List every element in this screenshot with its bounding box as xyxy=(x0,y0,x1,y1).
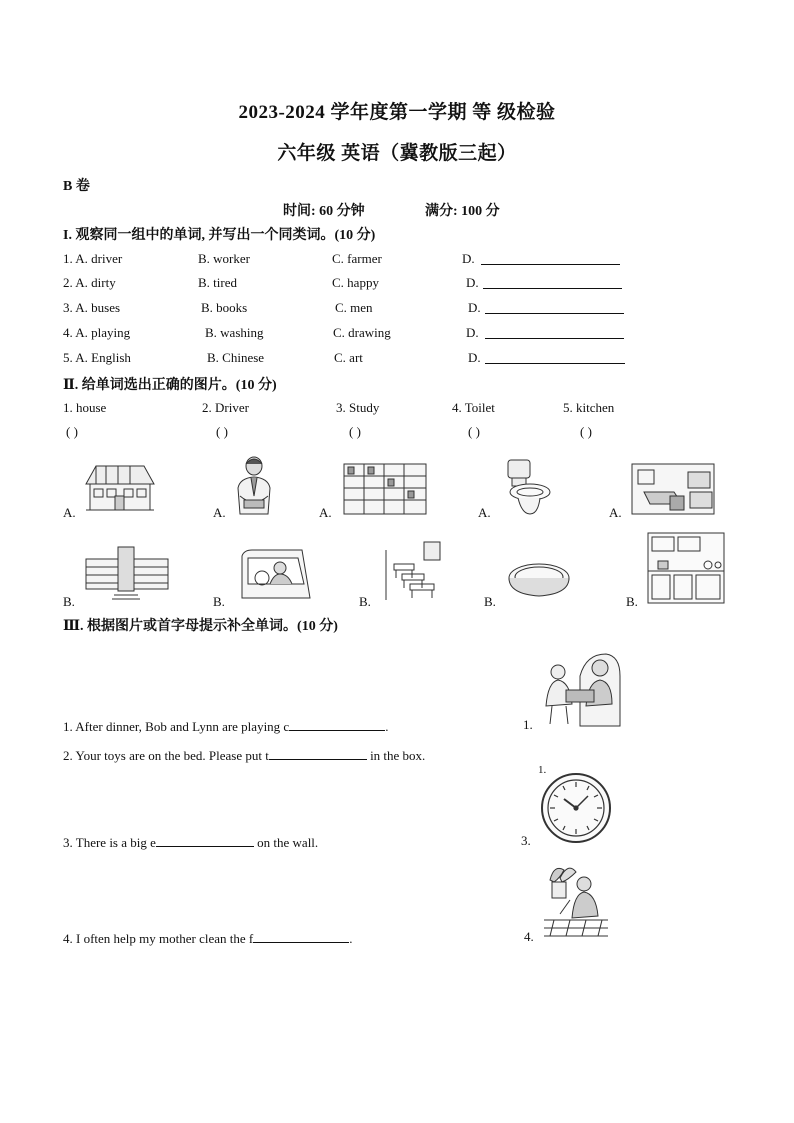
question-3-end: on the wall. xyxy=(253,835,319,850)
school-building-picture xyxy=(84,545,170,603)
question-3-text: 3. There is a big e xyxy=(63,835,156,850)
question-4-text: 4. I often help my mother clean the f xyxy=(63,931,254,946)
plate-picture xyxy=(506,560,572,600)
playing-picture xyxy=(536,646,624,730)
supermarket-picture xyxy=(342,462,428,516)
question-4-end: . xyxy=(349,931,353,946)
choice-label: A. xyxy=(478,505,491,520)
word-kitchen: 5. kitchen xyxy=(563,400,615,415)
question-1-end: . xyxy=(385,719,389,734)
kitchen-picture xyxy=(646,531,726,605)
answer-blank[interactable] xyxy=(289,717,385,731)
score-info: 满分: 100 分 xyxy=(425,204,500,219)
answer-paren[interactable]: ( ) xyxy=(349,424,361,439)
living-room-picture xyxy=(630,462,716,516)
choice-label: B. xyxy=(63,594,75,609)
picture-number-1: 1. xyxy=(523,717,533,732)
option-b: B. worker xyxy=(198,251,250,266)
answer-blank[interactable] xyxy=(485,313,624,314)
question-2 xyxy=(63,746,425,764)
section3-heading: Ⅲ. 根据图片或首字母提示补全单词。(10 分) xyxy=(63,619,338,634)
clock-picture xyxy=(538,770,614,846)
option-b: B. books xyxy=(201,300,248,315)
time-info: 时间: 60 分钟 xyxy=(283,204,365,219)
question-1 xyxy=(63,717,388,735)
paper-label: B 卷 xyxy=(63,179,90,194)
section2-heading: Ⅱ. 给单词选出正确的图片。(10 分) xyxy=(63,378,277,393)
choice-label: A. xyxy=(213,505,226,520)
answer-blank[interactable] xyxy=(156,833,254,847)
classroom-desks-picture xyxy=(380,540,446,604)
answer-blank[interactable] xyxy=(481,264,620,265)
picture-number-3: 3. xyxy=(521,833,531,848)
option-a: 2. A. dirty xyxy=(63,275,116,290)
choice-label: B. xyxy=(213,594,225,609)
option-a: 1. A. driver xyxy=(63,251,123,266)
option-d: D. xyxy=(468,350,481,365)
answer-blank[interactable] xyxy=(483,288,622,289)
question-2-text: 2. Your toys are on the bed. Please put t xyxy=(63,748,269,763)
section1-heading: I. 观察同一组中的单词, 并写出一个同类词。(10 分) xyxy=(63,228,376,243)
word-house: 1. house xyxy=(63,400,107,415)
question-1-text: 1. After dinner, Bob and Lynn are playing c xyxy=(63,719,290,734)
question-2-end: in the box. xyxy=(366,748,426,763)
answer-blank[interactable] xyxy=(269,746,367,760)
answer-paren[interactable]: ( ) xyxy=(468,424,480,439)
worker-picture xyxy=(230,456,278,516)
choice-label: A. xyxy=(609,505,622,520)
answer-paren[interactable]: ( ) xyxy=(66,424,78,439)
option-d: D. xyxy=(468,300,481,315)
option-c: C. farmer xyxy=(332,251,382,266)
cleaning-floor-picture xyxy=(540,860,612,938)
answer-blank[interactable] xyxy=(253,929,349,943)
option-b: B. washing xyxy=(205,325,264,340)
house-picture xyxy=(82,462,156,514)
option-c: C. drawing xyxy=(333,325,391,340)
option-b: B. Chinese xyxy=(207,350,265,365)
word-driver: 2. Driver xyxy=(202,400,249,415)
word-study: 3. Study xyxy=(336,400,380,415)
picture-number-clock: 1. xyxy=(538,764,547,776)
option-d: D. xyxy=(466,325,479,340)
toilet-picture xyxy=(500,458,552,518)
driver-picture xyxy=(238,548,314,602)
option-d: D. xyxy=(466,275,479,290)
option-c: C. art xyxy=(334,350,363,365)
option-a: 5. A. English xyxy=(63,350,131,365)
choice-label: A. xyxy=(63,505,76,520)
page-subtitle: 六年级 英语（冀教版三起） xyxy=(277,143,517,164)
word-toilet: 4. Toilet xyxy=(452,400,495,415)
option-d: D. xyxy=(462,251,475,266)
page-title: 2023-2024 学年度第一学期 等 级检验 xyxy=(238,102,556,123)
option-a: 3. A. buses xyxy=(63,300,121,315)
question-3 xyxy=(63,833,318,851)
answer-blank[interactable] xyxy=(485,363,625,364)
answer-paren[interactable]: ( ) xyxy=(216,424,228,439)
answer-paren[interactable]: ( ) xyxy=(580,424,592,439)
option-c: C. happy xyxy=(332,275,379,290)
option-b: B. tired xyxy=(198,275,237,290)
option-a: 4. A. playing xyxy=(63,325,131,340)
answer-blank[interactable] xyxy=(485,338,624,339)
picture-number-4: 4. xyxy=(524,929,534,944)
choice-label: B. xyxy=(359,594,371,609)
choice-label: B. xyxy=(626,594,638,609)
choice-label: A. xyxy=(319,505,332,520)
choice-label: B. xyxy=(484,594,496,609)
option-c: C. men xyxy=(335,300,373,315)
question-4 xyxy=(63,929,353,947)
